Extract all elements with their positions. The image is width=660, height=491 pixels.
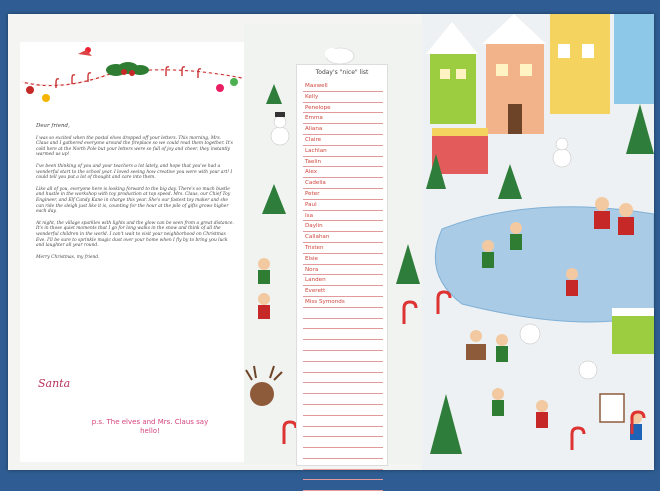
nice-list-row: Callahan xyxy=(303,232,383,243)
nice-list-row xyxy=(303,394,383,405)
nice-list-card xyxy=(296,64,388,466)
nice-list-row xyxy=(303,329,383,340)
letter-body xyxy=(36,124,234,266)
nice-list-row: Tristen xyxy=(303,243,383,254)
nice-list-row: Kelly xyxy=(303,92,383,103)
nice-list-row: Everett xyxy=(303,286,383,297)
nice-list-row xyxy=(303,383,383,394)
letter-closing: Merry Christmas, my friend. xyxy=(36,254,100,260)
nice-list-row: Taelin xyxy=(303,157,383,168)
nice-list-row: Daylin xyxy=(303,221,383,232)
letter-panel xyxy=(20,42,244,462)
nice-list-row: Nora xyxy=(303,265,383,276)
nice-list-row: Landen xyxy=(303,275,383,286)
letter-greeting: Dear friend, xyxy=(36,123,70,129)
nice-list-row xyxy=(303,416,383,427)
nice-list-title: Today's "nice" list xyxy=(315,69,369,76)
nice-list-names xyxy=(303,81,383,491)
nice-list-row: Lachlan xyxy=(303,146,383,157)
nice-list-row: Cadelia xyxy=(303,178,383,189)
garland-decoration xyxy=(20,42,244,122)
nice-list-row xyxy=(303,405,383,416)
nice-list-row: Aliana xyxy=(303,124,383,135)
signature: Santa xyxy=(38,377,71,390)
nice-list-row: Penelope xyxy=(303,103,383,114)
nice-list-row xyxy=(303,470,383,481)
postscript: p.s. The elves and Mrs. Claus say hello! xyxy=(91,418,209,435)
nice-list-row xyxy=(303,319,383,330)
letter-paragraph: I've been thinking of you and your teachers a lot lately, and hope that you've had a wonderful start to the school year. I loved seeing how creative you were with your art! I could tell you put a lot of thought and care into them. xyxy=(36,163,233,181)
nice-list-row: Alex xyxy=(303,167,383,178)
nice-list-row xyxy=(303,351,383,362)
nice-list-row xyxy=(303,448,383,459)
letter-paragraph: I was so excited when the postal elves dropped off your letters. This morning, Mrs. Claus and I gathered everyone around the fireplace so we could read them together. It's cold here at the North Pole but your letters were so full of joy and cheer, they instantly warmed us up! xyxy=(36,135,233,158)
letter-paragraph: Like all of you, everyone here is looking forward to the big day. There's so much bustle and hustle in the workshop with toy production at top speed. Mrs. Claus, our Chief Toy Engineer, and Elf Candy Kane in charge this year. She's our fastest toy maker and she can ride the sleigh just like it is, counting for the hour at the pile of gifts grows higher each day. xyxy=(36,186,231,215)
nice-list-row xyxy=(303,373,383,384)
nice-list-row xyxy=(303,340,383,351)
village-scene xyxy=(422,14,654,470)
nice-list-row: Elsie xyxy=(303,254,383,265)
nice-list-row: Paul xyxy=(303,200,383,211)
nice-list-row xyxy=(303,427,383,438)
nice-list-panel xyxy=(244,24,422,464)
nice-list-row xyxy=(303,480,383,491)
letter-sheet xyxy=(8,14,654,470)
nice-list-row: Emma xyxy=(303,113,383,124)
letter-paragraph: At night, the village sparkles with lights and the glow can be seen from a great distance. It's in those quiet moments that I go for long walks in the snow and think of all the wonderful children in the world. I can't wait to visit your neighborhood on Christmas Eve. I'll be sure to sprinkle magic dust over your home when I fly by to bring you luck and laughter all year round. xyxy=(36,220,234,249)
nice-list-row xyxy=(303,437,383,448)
village-illustration xyxy=(422,14,654,470)
nice-list-row: Isa xyxy=(303,211,383,222)
nice-list-row: Peter xyxy=(303,189,383,200)
nice-list-row xyxy=(303,362,383,373)
nice-list-row xyxy=(303,308,383,319)
nice-list-row: Maxwell xyxy=(303,81,383,92)
nice-list-row: Claire xyxy=(303,135,383,146)
nice-list-row xyxy=(303,459,383,470)
nice-list-row: Miss Symonds xyxy=(303,297,383,308)
